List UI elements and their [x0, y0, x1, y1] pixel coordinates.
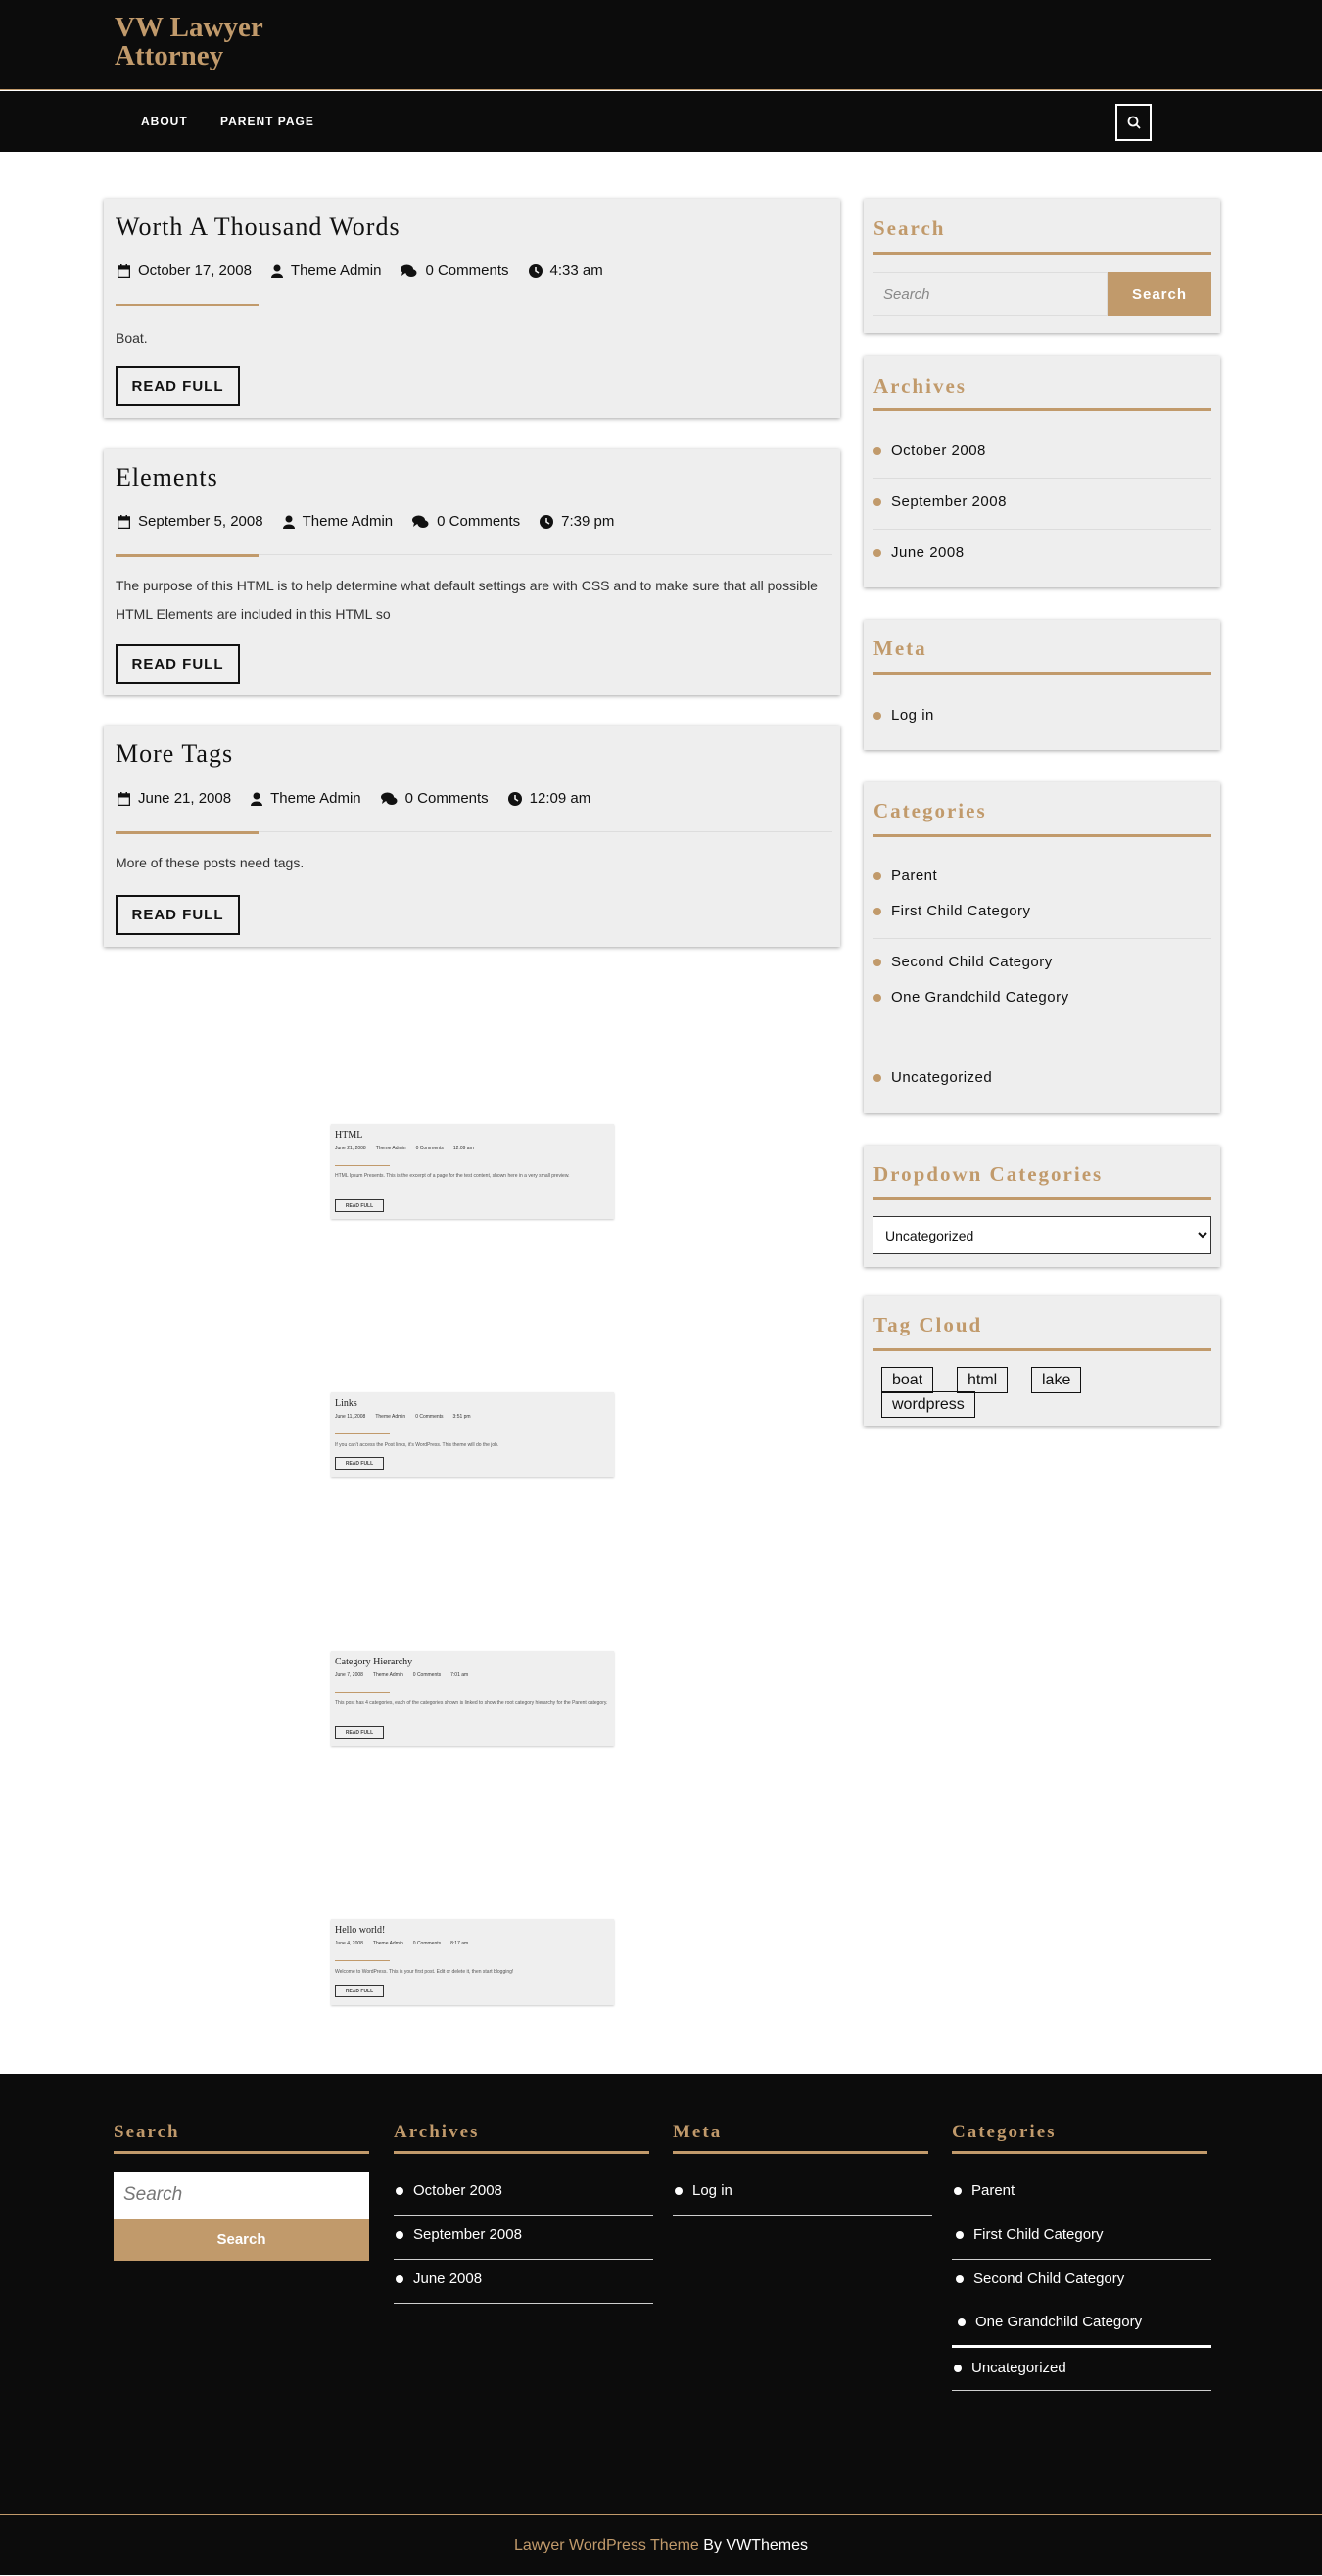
footer-title-rule [114, 2151, 369, 2154]
site-title[interactable] [115, 14, 263, 70]
mini-read-full-button[interactable]: READ FULL [335, 1985, 384, 1997]
nav-item-about[interactable]: ABOUT [141, 115, 188, 128]
tag-link[interactable]: lake [1031, 1367, 1081, 1393]
post-time: 7:39 pm [561, 513, 615, 530]
widget-title: Dropdown Categories [873, 1162, 1104, 1186]
bullet-dot [873, 994, 881, 1002]
mini-post-date[interactable]: June 11, 2008 [335, 1414, 366, 1420]
footer-widget-title: Categories [952, 2122, 1057, 2142]
mini-post-excerpt: This post has 4 categories, each of the categories shown is linked to show the root category hierarchy for the Parent category. [335, 1700, 608, 1706]
theme-credit-author: By VWThemes [703, 2537, 808, 2553]
footer-meta-login-link[interactable] [675, 2182, 732, 2199]
mini-post-meta [335, 1672, 468, 1678]
widget-title-rule [873, 252, 1211, 255]
widget-title-rule [873, 1348, 1211, 1351]
site-title-line2: Attorney [115, 40, 224, 71]
archive-link[interactable] [873, 493, 1007, 510]
comments-icon [381, 792, 398, 806]
post-meta [118, 262, 623, 279]
list-separator [873, 529, 1211, 530]
mini-post-meta [335, 1414, 471, 1420]
user-icon [283, 515, 295, 529]
post-title[interactable]: Elements [116, 463, 218, 492]
sidebar-categories-widget [864, 782, 1220, 1113]
comments-icon [401, 264, 417, 278]
mini-post-author[interactable]: Theme Admin [375, 1414, 406, 1420]
footer-list-separator [673, 2215, 932, 2216]
mini-post-author[interactable]: Theme Admin [372, 1941, 403, 1946]
post-title[interactable]: More Tags [116, 739, 234, 768]
widget-title: Search [873, 216, 946, 240]
mini-post-author[interactable]: Theme Admin [375, 1146, 406, 1151]
post-accent-line [116, 831, 259, 834]
mini-post-time: 3:51 pm [452, 1414, 471, 1420]
mini-post-meta [335, 1146, 474, 1151]
sidebar-tag-cloud-widget [864, 1296, 1220, 1426]
read-full-button[interactable]: READ FULL [116, 644, 240, 684]
mini-post-card [331, 1919, 614, 2005]
read-full-button[interactable]: READ FULL [116, 895, 240, 935]
post-card [104, 449, 840, 695]
list-separator [873, 478, 1211, 479]
bullet-dot [956, 2275, 964, 2283]
archive-link-label: October 2008 [891, 443, 986, 459]
mini-post-accent-line [335, 1960, 390, 1961]
post-time: 4:33 am [549, 262, 603, 279]
bullet-dot [396, 2187, 403, 2195]
category-link[interactable] [873, 903, 1031, 919]
footer-list-separator [394, 2215, 653, 2216]
mini-post-card [331, 1392, 614, 1477]
list-separator [873, 938, 1211, 939]
tag-link[interactable]: wordpress [881, 1391, 975, 1418]
post-comments[interactable]: 0 Comments [404, 790, 489, 807]
mini-post-date[interactable]: June 4, 2008 [335, 1941, 363, 1946]
mini-post-accent-line [335, 1692, 390, 1693]
mini-post-title[interactable]: Hello world! [335, 1925, 386, 1936]
footer-category-label: One Grandchild Category [975, 2314, 1143, 2330]
category-link-label: Second Child Category [891, 954, 1053, 970]
footer-category-link[interactable] [956, 2226, 1104, 2243]
category-dropdown-select[interactable] [873, 1216, 1211, 1254]
mini-post-excerpt: HTML Ipsum Presents. This is the excerpt of a page for the test content, shown here in a very small preview. [335, 1173, 570, 1179]
footer-archive-label: September 2008 [413, 2226, 522, 2243]
footer-list-separator [952, 2259, 1211, 2260]
mini-post-excerpt: If you can't access the Post links, it's WordPress. This theme will do the job. [335, 1442, 499, 1448]
footer-widget-title: Search [114, 2122, 180, 2142]
post-meta [118, 513, 634, 530]
theme-credit-link[interactable]: Lawyer WordPress Theme [514, 2537, 699, 2553]
bullet-dot [873, 872, 881, 880]
footer-search-button[interactable]: Search [114, 2219, 369, 2261]
post-comments[interactable]: 0 Comments [437, 513, 521, 530]
calendar-icon [118, 515, 130, 529]
footer-archive-label: October 2008 [413, 2182, 502, 2199]
calendar-icon [118, 792, 130, 806]
bullet-dot [956, 2231, 964, 2239]
post-excerpt: The purpose of this HTML is to help determine what default settings are with CSS and to make sure that all possible HTML Elements are included in this HTML so [116, 578, 818, 622]
sidebar-search-widget [864, 199, 1220, 333]
post-author[interactable]: Theme Admin [270, 790, 361, 807]
mini-post-card [331, 1651, 614, 1746]
footer-category-label: Parent [971, 2182, 1015, 2199]
mini-post-time: 12:09 am [452, 1146, 474, 1151]
category-link[interactable] [873, 989, 1069, 1006]
archive-link-label: June 2008 [891, 544, 965, 561]
post-title[interactable]: Worth A Thousand Words [116, 212, 401, 241]
category-link[interactable] [873, 1069, 992, 1086]
category-link-label: First Child Category [891, 903, 1031, 919]
footer-list-separator [394, 2259, 653, 2260]
mini-read-full-button[interactable]: READ FULL [335, 1726, 384, 1739]
bullet-dot [873, 959, 881, 966]
post-date[interactable]: June 21, 2008 [138, 790, 232, 807]
bullet-dot [873, 1074, 881, 1082]
category-link-label: One Grandchild Category [891, 989, 1069, 1006]
sidebar-search-input[interactable] [873, 272, 1108, 316]
widget-title-rule [873, 1197, 1211, 1200]
widget-title-rule [873, 834, 1211, 837]
mini-post-time: 8:17 am [450, 1941, 469, 1946]
bullet-dot [873, 712, 881, 720]
post-card [104, 726, 840, 947]
mini-post-accent-line [335, 1433, 390, 1434]
footer-category-link[interactable] [954, 2360, 1066, 2376]
clock-icon [540, 515, 553, 529]
copyright-bar [0, 2514, 1322, 2575]
post-comments[interactable]: 0 Comments [425, 262, 509, 279]
nav-item-parent-page[interactable]: PARENT PAGE [220, 115, 314, 128]
bullet-dot [954, 2187, 962, 2195]
sidebar-meta-widget [864, 620, 1220, 750]
footer-list-separator [952, 2345, 1211, 2348]
footer-archive-link[interactable] [396, 2226, 522, 2243]
post-accent-line [116, 304, 259, 306]
footer-meta-label: Log in [692, 2182, 732, 2199]
footer-archive-link[interactable] [396, 2182, 502, 2199]
widget-title-rule [873, 672, 1211, 675]
archive-link-label: September 2008 [891, 493, 1007, 510]
category-link[interactable] [873, 954, 1053, 970]
bullet-dot [396, 2231, 403, 2239]
site-footer [0, 2074, 1322, 2514]
sidebar-search-button[interactable]: Search [1108, 272, 1211, 316]
mini-post-title[interactable]: HTML [335, 1130, 363, 1141]
footer-title-rule [952, 2151, 1207, 2154]
calendar-icon [118, 264, 130, 278]
footer-category-link[interactable] [958, 2314, 1142, 2330]
category-link-label: Uncategorized [891, 1069, 993, 1086]
mini-post-time: 7:01 am [450, 1672, 469, 1678]
post-author[interactable]: Theme Admin [302, 513, 394, 530]
footer-category-label: Second Child Category [973, 2271, 1125, 2287]
mini-post-card [331, 1124, 614, 1219]
widget-title: Tag Cloud [873, 1313, 983, 1336]
footer-title-rule [673, 2151, 928, 2154]
archive-link[interactable] [873, 544, 965, 561]
footer-title-rule [394, 2151, 649, 2154]
sidebar-archives-widget [864, 356, 1220, 587]
clock-icon [508, 792, 522, 806]
mini-post-comments[interactable]: 0 Comments [415, 1414, 444, 1420]
bullet-dot [954, 2365, 962, 2372]
user-icon [251, 792, 262, 806]
read-full-button[interactable]: READ FULL [116, 366, 240, 406]
widget-title: Categories [873, 799, 987, 822]
footer-list-separator [394, 2303, 653, 2304]
comments-icon [412, 515, 429, 529]
widget-title: Meta [873, 636, 927, 660]
meta-link-label: Log in [891, 707, 934, 724]
post-date[interactable]: September 5, 2008 [138, 513, 263, 530]
footer-category-label: Uncategorized [971, 2360, 1066, 2376]
post-date[interactable]: October 17, 2008 [138, 262, 252, 279]
search-toggle-button[interactable] [1115, 104, 1152, 141]
mini-post-date[interactable]: June 21, 2008 [335, 1146, 366, 1151]
post-card [104, 199, 840, 418]
bullet-dot [396, 2275, 403, 2283]
mini-read-full-button[interactable]: READ FULL [335, 1457, 384, 1470]
mini-post-meta [335, 1941, 468, 1946]
footer-search-input[interactable] [114, 2172, 369, 2219]
footer-category-link[interactable] [954, 2182, 1015, 2199]
mini-post-excerpt: Welcome to WordPress. This is your first post. Edit or delete it, then start blogging! [335, 1969, 514, 1975]
bullet-dot [873, 549, 881, 557]
bullet-dot [873, 908, 881, 915]
post-excerpt: Boat. [116, 330, 148, 346]
sidebar-dropdown-categories-widget [864, 1146, 1220, 1267]
footer-widget-title: Meta [673, 2122, 723, 2142]
mini-post-comments[interactable]: 0 Comments [412, 1672, 442, 1678]
category-link[interactable] [873, 867, 937, 884]
footer-archive-label: June 2008 [413, 2271, 483, 2287]
post-time: 12:09 am [529, 790, 591, 807]
mini-post-comments[interactable]: 0 Comments [412, 1941, 442, 1946]
search-icon [1127, 116, 1141, 129]
footer-widget-title: Archives [394, 2122, 480, 2142]
mini-post-author[interactable]: Theme Admin [372, 1672, 403, 1678]
clock-icon [529, 264, 543, 278]
site-header [0, 0, 1322, 90]
widget-title: Archives [873, 374, 967, 398]
mini-read-full-button[interactable]: READ FULL [335, 1199, 384, 1212]
post-meta [118, 790, 610, 807]
meta-link-login[interactable] [873, 707, 934, 724]
bullet-dot [873, 447, 881, 455]
post-excerpt: More of these posts need tags. [116, 855, 305, 870]
mini-post-date[interactable]: June 7, 2008 [335, 1672, 363, 1678]
bullet-dot [873, 498, 881, 506]
post-author[interactable]: Theme Admin [290, 262, 382, 279]
widget-title-rule [873, 408, 1211, 411]
footer-category-label: First Child Category [973, 2226, 1104, 2243]
bullet-dot [675, 2187, 683, 2195]
bullet-dot [958, 2318, 966, 2326]
footer-list-separator [952, 2390, 1211, 2391]
category-link-label: Parent [891, 867, 938, 884]
footer-category-link[interactable] [956, 2271, 1124, 2287]
post-accent-line [116, 554, 259, 557]
footer-archive-link[interactable] [396, 2271, 482, 2287]
mini-post-accent-line [335, 1165, 390, 1166]
mini-post-title[interactable]: Links [335, 1398, 357, 1409]
mini-post-comments[interactable]: 0 Comments [415, 1146, 444, 1151]
site-title-line1: VW Lawyer [115, 12, 263, 43]
tag-link[interactable]: html [957, 1367, 1008, 1393]
archive-link[interactable] [873, 443, 986, 459]
mini-post-title[interactable]: Category Hierarchy [335, 1657, 413, 1667]
tag-link[interactable]: boat [881, 1367, 933, 1393]
user-icon [271, 264, 283, 278]
